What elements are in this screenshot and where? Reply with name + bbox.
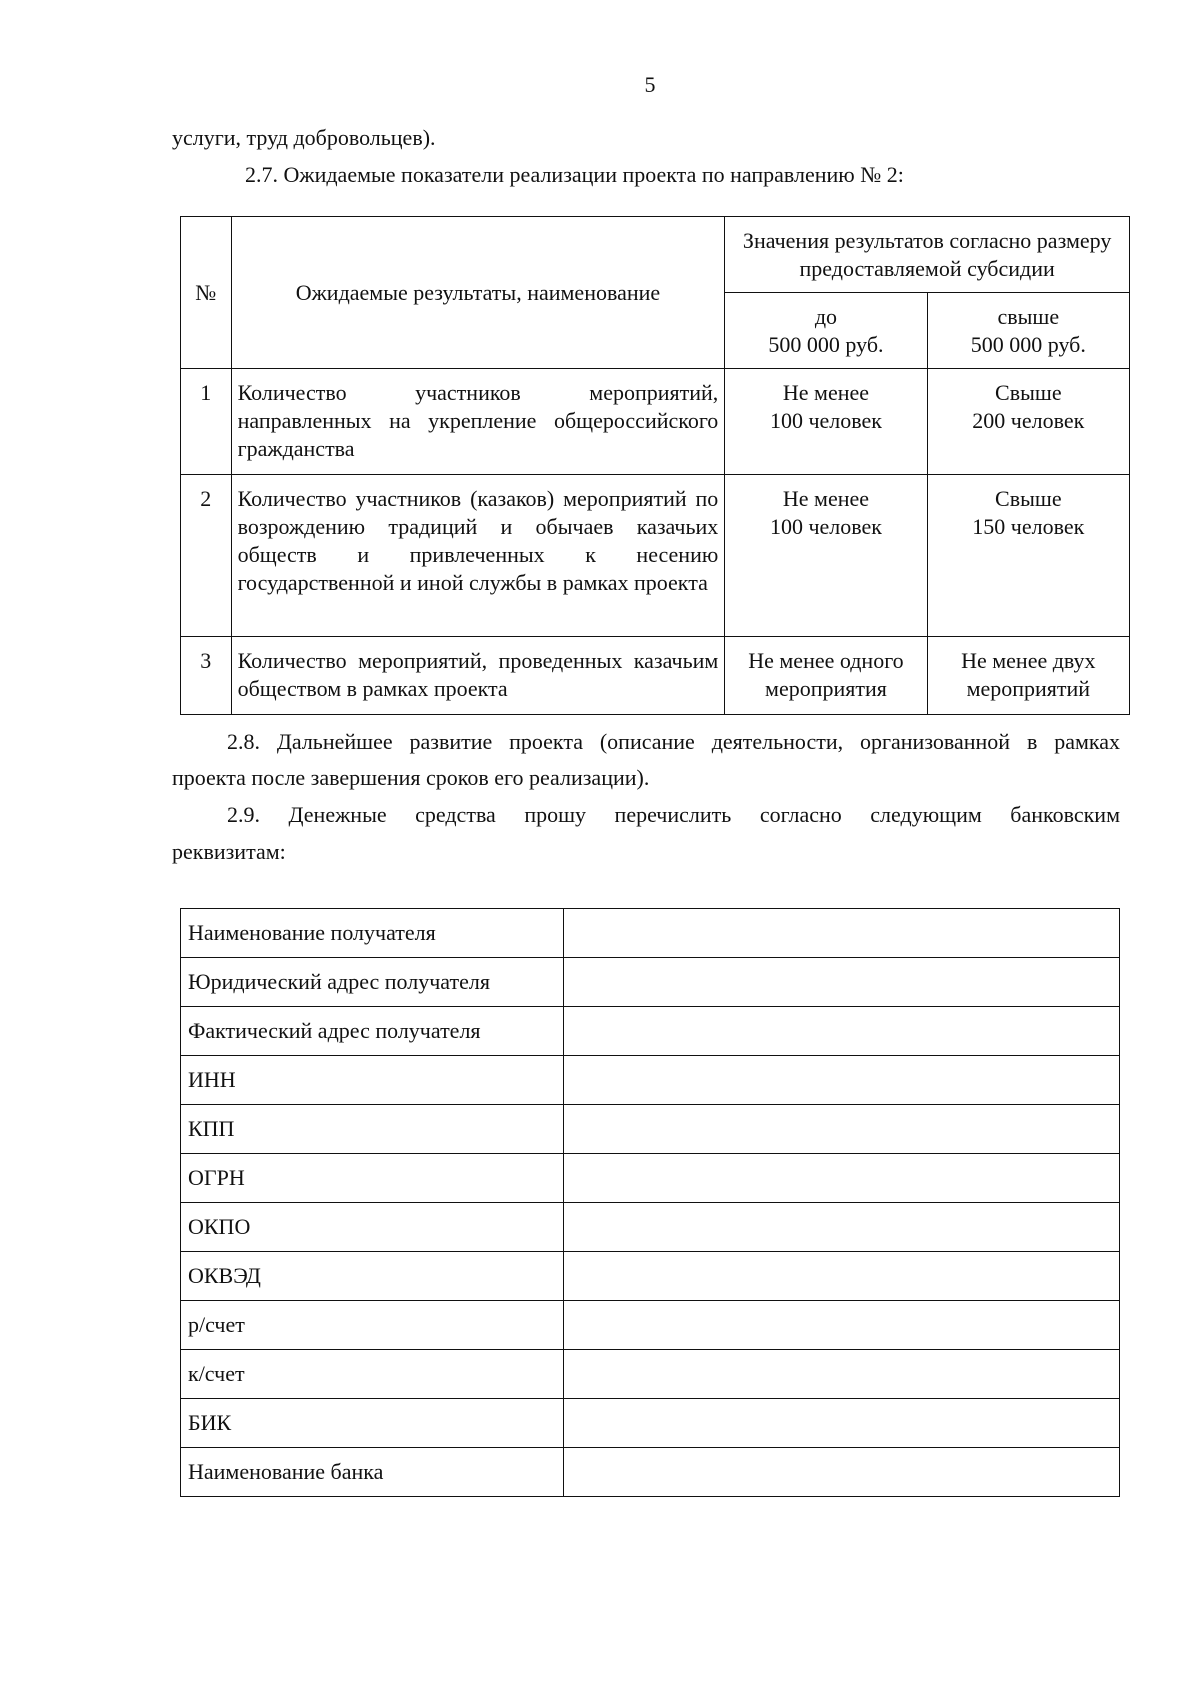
section-2-8-line2: проекта после завершения сроков его реализации).	[172, 765, 650, 790]
header-over-line1: свыше	[997, 303, 1060, 329]
table-row	[181, 909, 1120, 958]
bank-field-label: Фактический адрес получателя	[181, 1007, 564, 1056]
section-2-9-line2: реквизитам:	[172, 839, 286, 864]
table-row	[181, 1056, 1120, 1105]
section-2-8-line1: 2.8. Дальнейшее развитие проекта (описание деятельности, организованной в рамках	[227, 729, 1120, 754]
header-upto-line1: до	[814, 303, 838, 329]
bank-details-table	[180, 908, 1120, 1497]
bank-field-value[interactable]	[564, 1056, 1120, 1105]
row-number: 1	[181, 369, 232, 475]
section-2-9-line1: 2.9. Денежные средства прошу перечислить согласно следующим банковским	[227, 802, 1120, 827]
bank-field-label: ОГРН	[181, 1154, 564, 1203]
intro-line: услуги, труд добровольцев).	[172, 125, 436, 150]
bank-field-value[interactable]	[564, 1399, 1120, 1448]
table-row	[181, 1007, 1120, 1056]
row-over-line2: 150 человек	[972, 514, 1085, 539]
bank-field-label: Наименование банка	[181, 1448, 564, 1497]
header-name: Ожидаемые результаты, наименование	[231, 217, 725, 369]
table-row	[181, 1252, 1120, 1301]
bank-field-label: р/счет	[181, 1301, 564, 1350]
row-over-line1: Свыше	[995, 486, 1062, 511]
indicators-table	[180, 216, 1130, 715]
header-values: Значения результатов согласно размеру предоставляемой субсидии	[725, 217, 1130, 293]
section-2-7-heading: 2.7. Ожидаемые показатели реализации проекта по направлению № 2:	[245, 162, 904, 187]
table-row	[181, 369, 1130, 475]
bank-field-value[interactable]	[564, 1350, 1120, 1399]
table-row	[181, 475, 1130, 637]
bank-field-value[interactable]	[564, 1448, 1120, 1497]
row-number: 2	[181, 475, 232, 637]
row-upto-line1: Не менее	[782, 486, 870, 511]
row-upto-line1: Не менее	[782, 380, 870, 405]
row-over-line2: 200 человек	[972, 408, 1085, 433]
table-row	[181, 637, 1130, 715]
row-name: Количество участников (казаков) мероприятий по возрождению традиций и обычаев казачьих обществ и привлеченных к несению государственной и иной службы в рамках проекта	[231, 475, 725, 637]
row-over-line1: Свыше	[995, 380, 1062, 405]
row-over	[927, 637, 1129, 715]
bank-field-label: к/счет	[181, 1350, 564, 1399]
bank-field-value[interactable]	[564, 1007, 1120, 1056]
header-over-line2: 500 000 руб.	[970, 331, 1086, 357]
row-upto	[725, 637, 927, 715]
row-over	[927, 369, 1129, 475]
bank-field-label: Юридический адрес получателя	[181, 958, 564, 1007]
bank-field-value[interactable]	[564, 1105, 1120, 1154]
header-upto	[725, 293, 927, 369]
row-upto-line2: 100 человек	[769, 514, 882, 539]
table-row	[181, 1301, 1120, 1350]
row-upto-line1: Не менее одного	[748, 648, 904, 673]
row-name: Количество участников мероприятий, направленных на укрепление общероссийского гражданства	[231, 369, 725, 475]
bank-field-label: ИНН	[181, 1056, 564, 1105]
row-upto-line2: мероприятия	[765, 676, 887, 701]
header-upto-line2: 500 000 руб.	[768, 331, 884, 357]
bank-field-value[interactable]	[564, 1154, 1120, 1203]
bank-field-value[interactable]	[564, 1301, 1120, 1350]
header-over	[927, 293, 1129, 369]
table-row	[181, 1154, 1120, 1203]
bank-field-value[interactable]	[564, 1203, 1120, 1252]
bank-field-label: БИК	[181, 1399, 564, 1448]
bank-field-label: Наименование получателя	[181, 909, 564, 958]
row-upto	[725, 369, 927, 475]
header-number: №	[181, 217, 232, 369]
row-number: 3	[181, 637, 232, 715]
bank-field-value[interactable]	[564, 909, 1120, 958]
table-row	[181, 1203, 1120, 1252]
row-over-line2: мероприятий	[966, 676, 1091, 701]
bank-field-label: ОКПО	[181, 1203, 564, 1252]
row-over-line1: Не менее двух	[961, 648, 1096, 673]
row-upto	[725, 475, 927, 637]
table-row	[181, 1350, 1120, 1399]
page-number: 5	[644, 72, 656, 97]
bank-field-label: КПП	[181, 1105, 564, 1154]
bank-field-value[interactable]	[564, 958, 1120, 1007]
row-over	[927, 475, 1129, 637]
table-row	[181, 1448, 1120, 1497]
table-row	[181, 958, 1120, 1007]
table-row	[181, 1399, 1120, 1448]
table-row	[181, 1105, 1120, 1154]
row-upto-line2: 100 человек	[769, 408, 882, 433]
bank-field-value[interactable]	[564, 1252, 1120, 1301]
row-name: Количество мероприятий, проведенных казачьим обществом в рамках проекта	[231, 637, 725, 715]
bank-field-label: ОКВЭД	[181, 1252, 564, 1301]
